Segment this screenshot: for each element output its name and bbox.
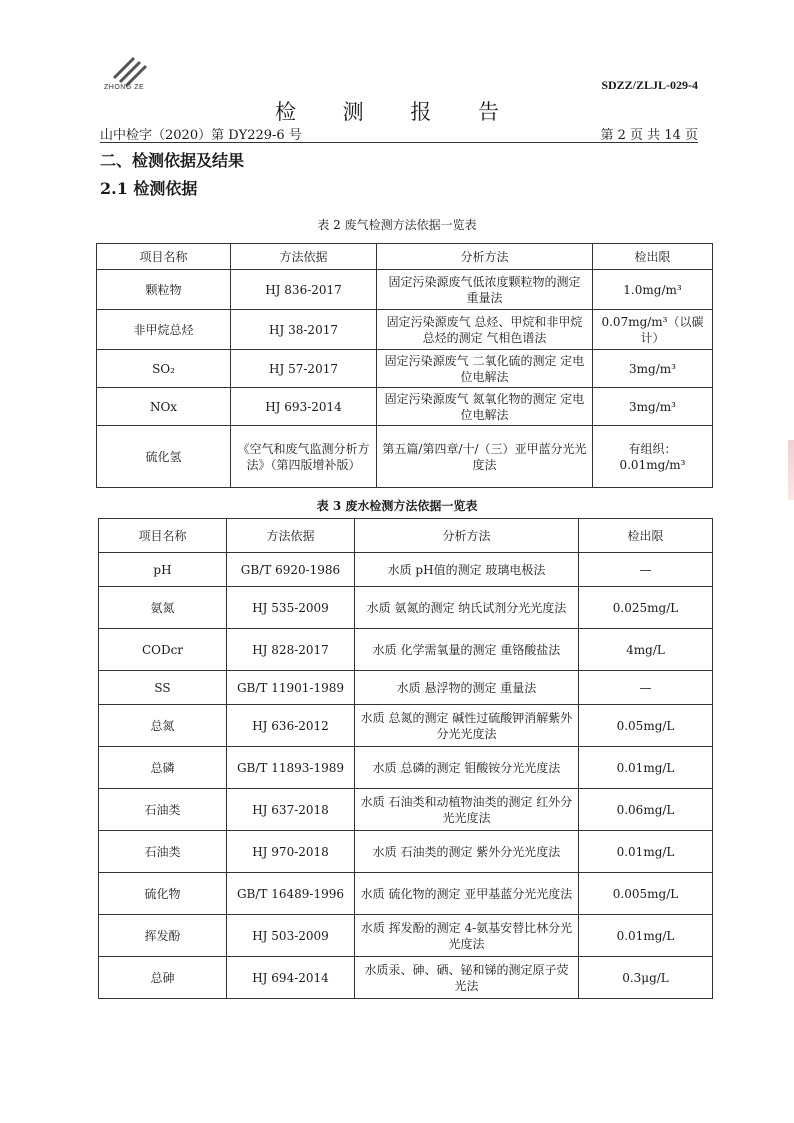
detection-limit: 0.005mg/L [579, 873, 713, 915]
analysis-method: 固定污染源废气 氮氧化物的测定 定电位电解法 [377, 388, 593, 426]
analysis-method: 固定污染源废气 总烃、甲烷和非甲烷总烃的测定 气相色谱法 [377, 310, 593, 350]
table-row [99, 831, 713, 873]
detection-limit: 0.025mg/L [579, 587, 713, 629]
detection-limit: 0.01mg/L [579, 747, 713, 789]
analysis-method: 水质 pH值的测定 玻璃电极法 [355, 553, 579, 587]
table-row [97, 388, 713, 426]
table-row [97, 310, 713, 350]
analysis-method: 水质 氨氮的测定 纳氏试剂分光光度法 [355, 587, 579, 629]
item-name: 总磷 [99, 747, 227, 789]
item-name: CODcr [99, 629, 227, 671]
table-row [97, 350, 713, 388]
page-info: 第 2 页 共 14 页 [600, 128, 698, 143]
method-basis: HJ 970-2018 [227, 831, 355, 873]
table2-caption: 表 2 废气检测方法依据一览表 [317, 218, 477, 232]
table-row [99, 671, 713, 705]
detection-limit: — [579, 553, 713, 587]
table-row [99, 587, 713, 629]
method-basis: HJ 38-2017 [231, 310, 377, 350]
subsection-title: 2.1 检测依据 [100, 179, 198, 198]
detection-limit: 0.01mg/L [579, 915, 713, 957]
method-basis: HJ 637-2018 [227, 789, 355, 831]
method-basis: GB/T 16489-1996 [227, 873, 355, 915]
header-analysis-method: 分析方法 [355, 519, 579, 553]
analysis-method: 第五篇/第四章/十/（三）亚甲蓝分光光度法 [377, 426, 593, 488]
item-name: 挥发酚 [99, 915, 227, 957]
analysis-method: 水质 化学需氧量的测定 重铬酸盐法 [355, 629, 579, 671]
method-basis: HJ 636-2012 [227, 705, 355, 747]
header-analysis-method: 分析方法 [377, 244, 593, 270]
method-basis: GB/T 6920-1986 [227, 553, 355, 587]
analysis-method: 水质 石油类和动植物油类的测定 红外分光光度法 [355, 789, 579, 831]
detection-limit: — [579, 671, 713, 705]
item-name: NOx [97, 388, 231, 426]
detection-limit: 有组织：0.01mg/m³ [593, 426, 713, 488]
table-header-row [97, 244, 713, 270]
item-name: 颗粒物 [97, 270, 231, 310]
detection-limit: 4mg/L [579, 629, 713, 671]
item-name: 氨氮 [99, 587, 227, 629]
table-row [99, 789, 713, 831]
header-detection-limit: 检出限 [593, 244, 713, 270]
analysis-method: 水质 石油类的测定 紫外分光光度法 [355, 831, 579, 873]
table3-caption: 表 3 废水检测方法依据一览表 [316, 499, 478, 513]
detection-limit: 3mg/m³ [593, 350, 713, 388]
table-row [99, 747, 713, 789]
exhaust-gas-method-table [96, 243, 713, 488]
seal-edge-mark [788, 440, 794, 500]
method-basis: HJ 828-2017 [227, 629, 355, 671]
analysis-method: 水质 悬浮物的测定 重量法 [355, 671, 579, 705]
item-name: SS [99, 671, 227, 705]
item-name: SO₂ [97, 350, 231, 388]
page-title: 检 测 报 告 [274, 100, 520, 124]
analysis-method: 水质汞、砷、硒、铋和锑的测定原子荧光法 [355, 957, 579, 999]
header-detection-limit: 检出限 [579, 519, 713, 553]
detection-limit: 0.06mg/L [579, 789, 713, 831]
detection-limit: 0.3μg/L [579, 957, 713, 999]
item-name: pH [99, 553, 227, 587]
analysis-method: 水质 硫化物的测定 亚甲基蓝分光光度法 [355, 873, 579, 915]
detection-limit: 1.0mg/m³ [593, 270, 713, 310]
detection-limit: 0.05mg/L [579, 705, 713, 747]
item-name: 硫化氢 [97, 426, 231, 488]
method-basis: HJ 57-2017 [231, 350, 377, 388]
method-basis: GB/T 11901-1989 [227, 671, 355, 705]
method-basis: HJ 535-2009 [227, 587, 355, 629]
analysis-method: 水质 挥发酚的测定 4-氨基安替比林分光光度法 [355, 915, 579, 957]
item-name: 总砷 [99, 957, 227, 999]
table-row [97, 426, 713, 488]
item-name: 石油类 [99, 831, 227, 873]
detection-limit: 0.07mg/m³（以碳计） [593, 310, 713, 350]
table-row [99, 629, 713, 671]
table-row [99, 957, 713, 999]
table-header-row [99, 519, 713, 553]
header-method-basis: 方法依据 [227, 519, 355, 553]
detection-limit: 3mg/m³ [593, 388, 713, 426]
item-name: 硫化物 [99, 873, 227, 915]
table-row [97, 270, 713, 310]
analysis-method: 水质 总磷的测定 钼酸铵分光光度法 [355, 747, 579, 789]
table-row [99, 553, 713, 587]
header-item: 项目名称 [99, 519, 227, 553]
report-meta-line [100, 124, 698, 143]
item-name: 石油类 [99, 789, 227, 831]
analysis-method: 水质 总氮的测定 碱性过硫酸钾消解紫外分光光度法 [355, 705, 579, 747]
header-item: 项目名称 [97, 244, 231, 270]
wastewater-method-table [98, 518, 713, 999]
table-row [99, 915, 713, 957]
report-number: 山中检字（2020）第 DY229-6 号 [100, 128, 302, 143]
method-basis: HJ 503-2009 [227, 915, 355, 957]
table-row [99, 705, 713, 747]
item-name: 总氮 [99, 705, 227, 747]
analysis-method: 固定污染源废气低浓度颗粒物的测定 重量法 [377, 270, 593, 310]
detection-limit: 0.01mg/L [579, 831, 713, 873]
analysis-method: 固定污染源废气 二氧化硫的测定 定电位电解法 [377, 350, 593, 388]
header-method-basis: 方法依据 [231, 244, 377, 270]
document-number: SDZZ/ZLJL-029-4 [601, 78, 698, 92]
method-basis: HJ 694-2014 [227, 957, 355, 999]
method-basis: HJ 836-2017 [231, 270, 377, 310]
method-basis: 《空气和废气监测分析方法》（第四版增补版） [231, 426, 377, 488]
method-basis: HJ 693-2014 [231, 388, 377, 426]
section-title: 二、检测依据及结果 [100, 151, 245, 170]
logo-text: ZHONG ZE [104, 84, 145, 91]
item-name: 非甲烷总烃 [97, 310, 231, 350]
table-row [99, 873, 713, 915]
method-basis: GB/T 11893-1989 [227, 747, 355, 789]
